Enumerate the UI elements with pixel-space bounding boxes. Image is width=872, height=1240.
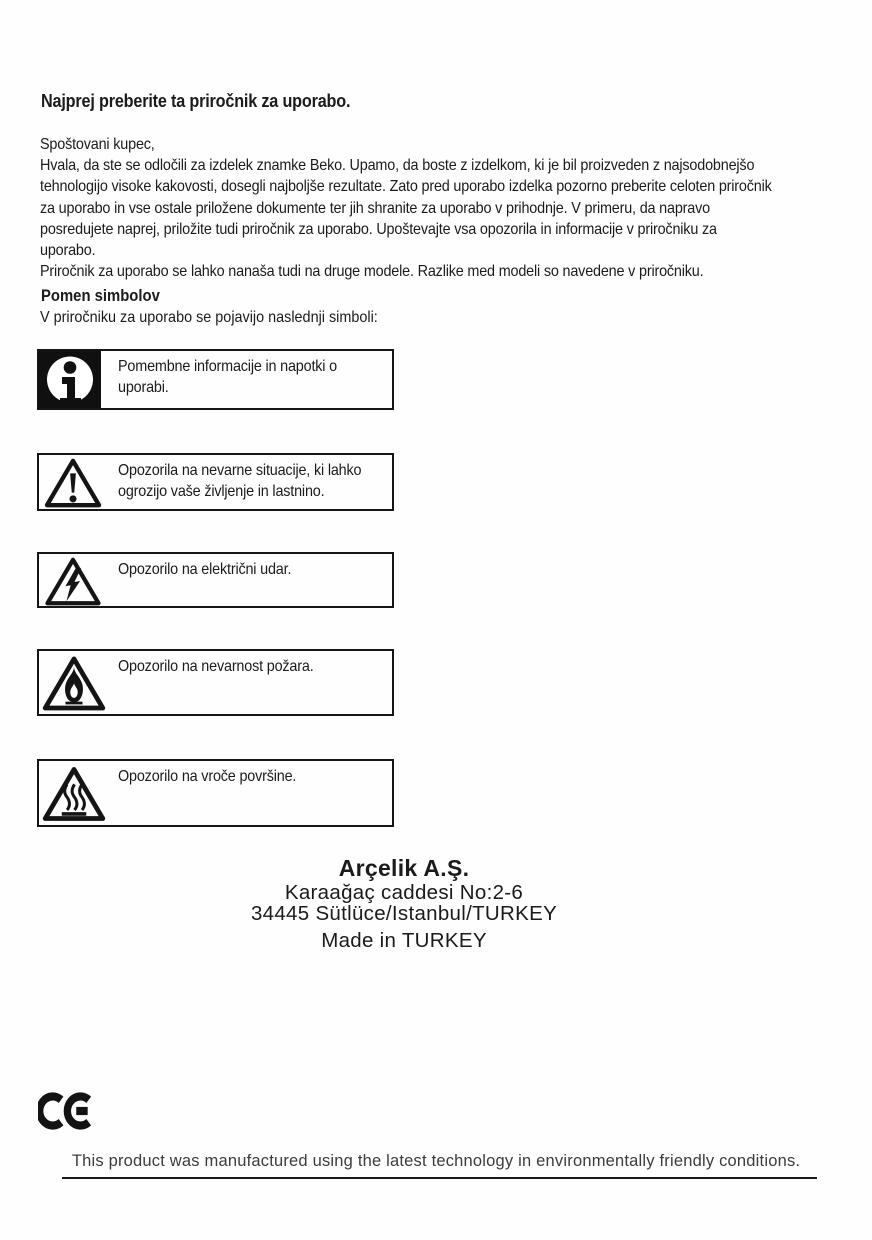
symbols-intro: V priročniku za uporabo se pojavijo naslednji simboli: <box>40 309 378 326</box>
symbol-box-fire <box>37 649 394 716</box>
ce-marking-icon <box>38 1091 95 1136</box>
general-warning-icon <box>44 457 102 514</box>
footer-note: This product was manufactured using the latest technology in environmentally friendly conditions. <box>71 1152 801 1170</box>
symbol-box-electric-shock <box>37 552 394 608</box>
symbol-text: Opozorilo na nevarnost požara. <box>118 658 314 675</box>
intro-line: posredujete naprej, priložite tudi priročnik za uporabo. Upoštevajte vsa opozorila in informacije v priročniku za <box>40 220 717 238</box>
intro-line: Spoštovani kupec, <box>40 136 155 153</box>
symbol-text: Opozorilo na vroče površine. <box>118 768 297 785</box>
intro-line: tehnologijo visoke kakovosti, dosegli najboljše rezultate. Zato pred uporabo izdelka pozorno preberite celoten priročnik <box>40 178 772 196</box>
intro-line: za uporabo in vse ostale priložene dokumente ter jih shranite za uporabo v prihodnje. V primeru, da napravo <box>40 199 710 217</box>
fire-warning-icon <box>42 653 106 719</box>
info-icon <box>39 351 101 413</box>
intro-line: Hvala, da ste se odločili za izdelek znamke Beko. Upamo, da boste z izdelkom, ki je bil proizveden z najsodobnejšo <box>40 157 755 175</box>
symbol-text: Opozorilo na električni udar. <box>118 561 292 578</box>
intro-line: Priročnik za uporabo se lahko nanaša tudi na druge modele. Razlike med modeli so navedene v priročniku. <box>40 263 704 281</box>
intro-paragraph <box>40 134 772 282</box>
electric-shock-warning-icon <box>44 556 102 612</box>
symbol-text: Opozorila na nevarne situacije, ki lahko ogrozijo vaše življenje in lastnino. <box>118 462 362 500</box>
country-of-origin: Made in TURKEY <box>321 929 487 952</box>
intro-line: uporabo. <box>40 242 96 260</box>
hot-surface-warning-icon <box>42 763 106 830</box>
symbol-box-information <box>37 349 394 410</box>
manufacturer-name: Arçelik A.Ş. <box>338 855 470 881</box>
manufacturer-address-line2: 34445 Sütlüce/Istanbul/TURKEY <box>250 902 558 925</box>
symbol-box-warning <box>37 453 394 511</box>
page-title: Najprej preberite ta priročnik za uporabo. <box>41 91 351 111</box>
symbols-heading: Pomen simbolov <box>41 287 160 305</box>
footer-divider <box>62 1177 817 1179</box>
symbol-text: Pomembne informacije in napotki o uporabi. <box>118 358 337 396</box>
manufacturer-address-line1: Karaağaç caddesi No:2-6 <box>284 881 524 904</box>
symbol-box-hot-surface <box>37 759 394 827</box>
